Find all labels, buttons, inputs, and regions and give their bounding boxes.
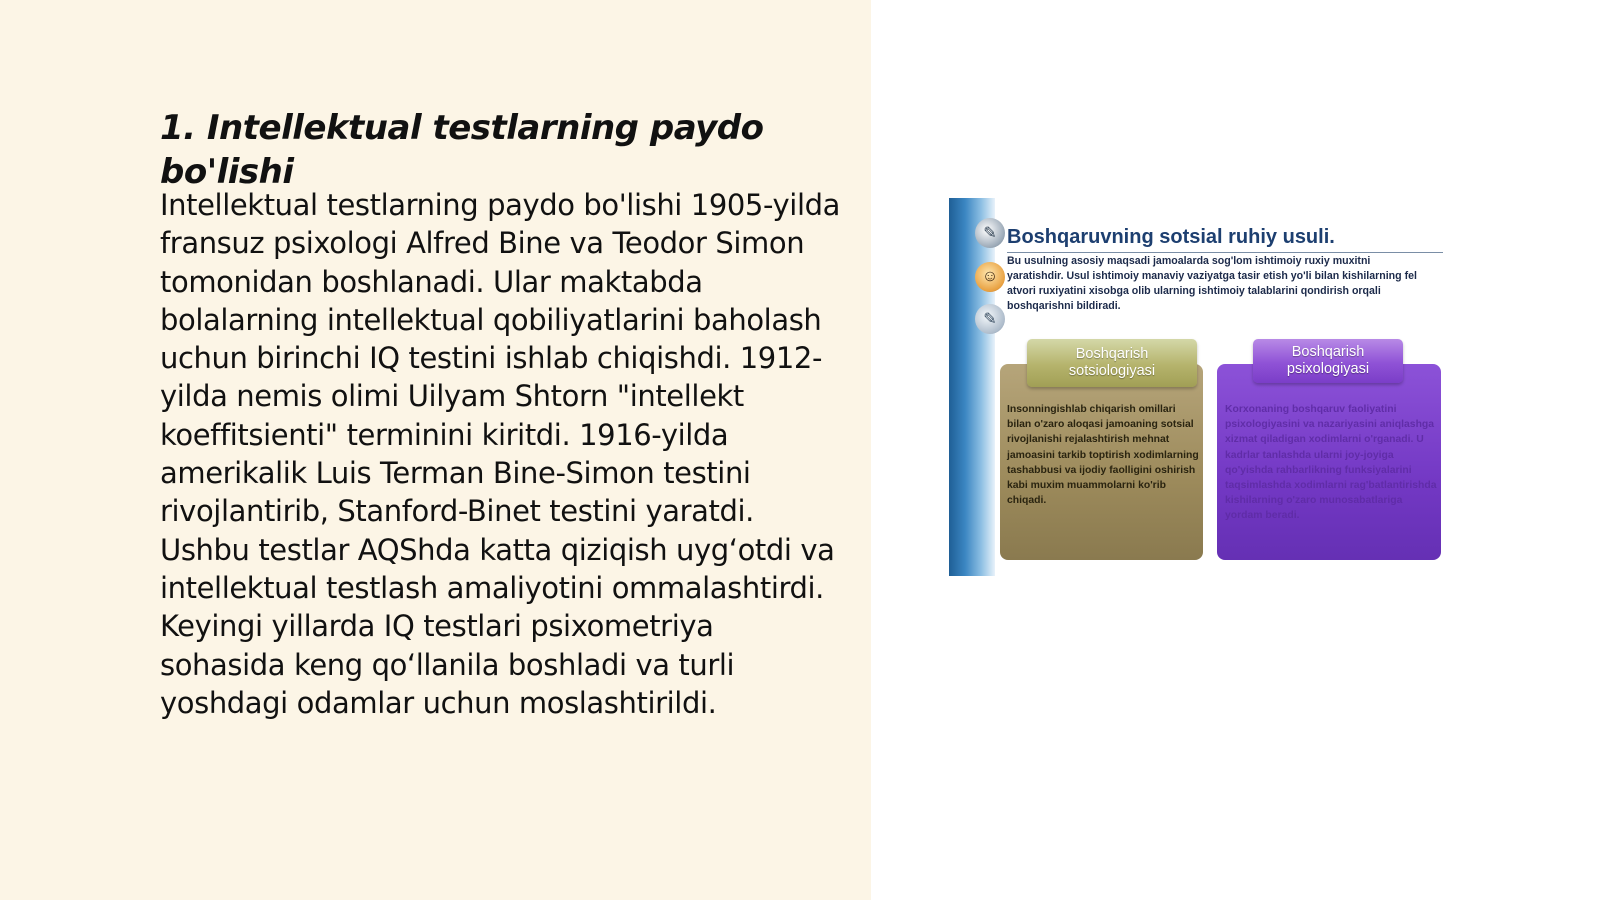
pen-icon: ✎ bbox=[975, 218, 1005, 248]
psychology-tab-line-1: Boshqarish bbox=[1291, 344, 1365, 360]
sociology-tab-line-2: sotsiologiyasi bbox=[1068, 363, 1156, 379]
sociology-box-text: Insonningishlab chiqarish omillari bilan o'zaro aloqasi jamoaning sotsial rivojlanishi rejalashtirish mehnat jamoasini tarkib toptirish xodimlarning tashabbusi va ijodiy faolligini oshirish kabi muxim muammolarni ko'rib chiqadi. bbox=[1007, 404, 1199, 507]
embedded-slide-image bbox=[949, 198, 1449, 576]
psychology-tab-line-2: psixologiyasi bbox=[1286, 361, 1370, 377]
psychology-box-text: Korxonaning boshqaruv faoliyatini psixologiyasini va nazariyasini aniqlashga xizmat qiladigan xodimlarni o'rganadi. U kadrlar tanlashda ularni joy-joyiga qo'yishda rahbarlikning funksiyalarini taqsimlashda xodimlarni rag'batlantirishda kishilarning o'zaro munosabatlariga yordam beradi. bbox=[1225, 404, 1437, 522]
image-intro-text: Bu usulning asosiy maqsadi jamoalarda sog'lom ishtimoiy ruxiy muxitni yaratishdir. Usul ishtimoiy manaviy vaziyatga tasir etish yo'li bilan kishilarning fel atvori ruxiyatini xisobga olib ularning ishtimoiy talablarini qondirish orqali boshqarishni bildiradi. bbox=[1007, 255, 1417, 312]
decorative-side-bar bbox=[949, 198, 995, 576]
heading-divider bbox=[1007, 252, 1443, 253]
image-heading: Boshqaruvning sotsial ruhiy usuli. bbox=[1007, 226, 1335, 248]
slide-title: 1. Intellektual testlarning paydo bo'lishi bbox=[160, 108, 764, 192]
pen-icon: ✎ bbox=[975, 304, 1005, 334]
sociology-tab bbox=[1027, 339, 1197, 387]
psychology-tab bbox=[1253, 339, 1403, 383]
sociology-tab-line-1: Boshqarish bbox=[1075, 346, 1149, 362]
slide-body-text: Intellektual testlarning paydo bo'lishi 1905-yilda fransuz psixologi Alfred Bine va Teodor Simon tomonidan boshlanadi. Ular maktabda bolalarning intellektual qobiliyatlarini baholash uchun birinchi IQ testini ishlab chiqishdi. 1912-yilda nemis olimi Uilyam Shtorn "intellekt koeffitsienti" terminini kiritdi. 1916-yilda amerikalik Luis Terman Bine-Simon testini rivojlantirib, Stanford-Binet testini yaratdi. Ushbu testlar AQShda katta qiziqish uyg‘otdi va intellektual testlash amaliyotini ommalashtirdi. Keyingi yillarda IQ testlari psixometriya sohasida keng qo‘llanila boshladi va turli yoshdagi odamlar uchun moslashtirildi. bbox=[160, 188, 840, 720]
portrait-icon: ☺ bbox=[975, 262, 1005, 292]
